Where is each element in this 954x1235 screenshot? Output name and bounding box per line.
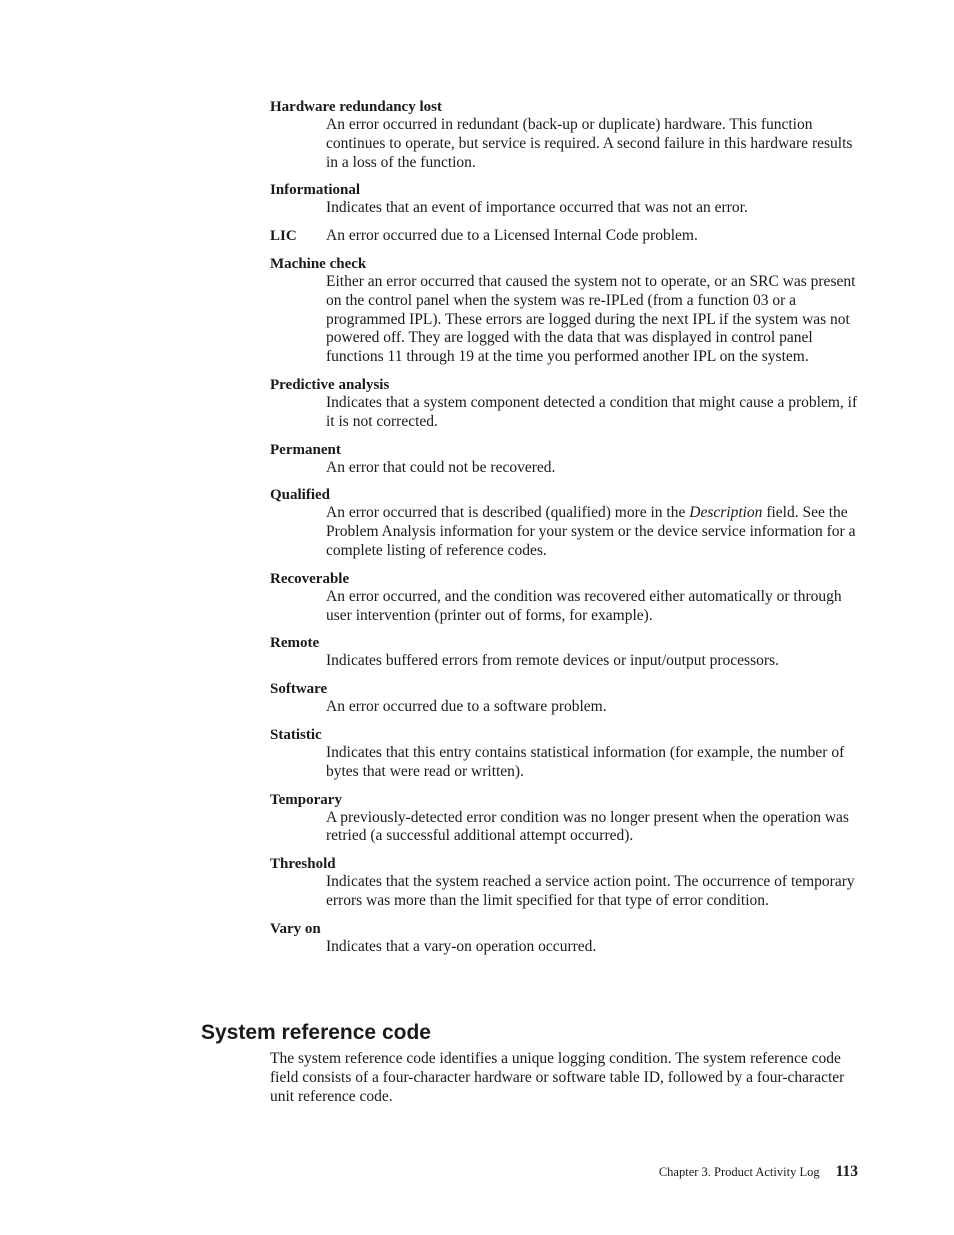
glossary-definition: Indicates that an event of importance occurred that was not an error. [326,199,748,217]
glossary-definition: Indicates that a vary-on operation occurred. [326,937,597,955]
page-number: 113 [835,1163,858,1180]
glossary-entry-permanent [270,441,860,478]
glossary-definition: A previously-detected error condition was no longer present when the operation was retried (a successful additional attempt occurred). [326,808,849,845]
section-heading: System reference code [201,1021,431,1044]
definition-text: An error occurred that is described (qualified) more in the [326,504,690,522]
footer-chapter-title: Chapter 3. Product Activity Log [658,1165,820,1179]
page-footer [659,1163,858,1181]
glossary-definition: Indicates that a system component detected a condition that might cause a problem, if it is not corrected. [326,393,858,430]
glossary-entry-remote [270,634,860,671]
glossary-term: LIC [270,228,297,245]
glossary-definition [326,504,860,560]
glossary-term: Temporary [270,791,342,808]
glossary-term: Predictive analysis [270,376,390,393]
glossary-list [270,98,860,966]
glossary-definition: Indicates buffered errors from remote devices or input/output processors. [326,652,779,670]
glossary-term: Recoverable [270,570,350,587]
glossary-term: Threshold [270,856,336,873]
glossary-entry-software [270,680,860,717]
glossary-term: Remote [270,635,320,652]
glossary-definition: Indicates that the system reached a service action point. The occurrence of temporary errors was more than the limit specified for that type of error condition. [326,873,855,909]
glossary-term: Machine check [270,255,367,272]
glossary-term: Statistic [270,726,322,743]
glossary-definition: Either an error occurred that caused the system not to operate, or an SRC was present on the control panel when the system was re-IPLed (from a function 03 or a programmed IPL). These errors are logged during the next IPL if the system was not powered off. They are logged with the data that was displayed in control panel functions 11 through 19 at the time you performed another IPL on the system. [326,272,856,366]
glossary-definition: An error occurred, and the condition was recovered either automatically or through user intervention (printer out of forms, for example). [326,587,842,624]
glossary-entry-lic [270,227,860,246]
section-paragraph: The system reference code identifies a unique logging condition. The system reference code field consists of a four-character hardware or software table ID, followed by a four-character unit reference code. [270,1050,845,1105]
glossary-entry-qualified [270,486,860,560]
field-name-emphasis: Description [689,504,763,522]
glossary-term: Hardware redundancy lost [270,99,442,115]
glossary-entry-predictive-analysis [270,376,860,432]
glossary-definition: An error occurred in redundant (back-up or duplicate) hardware. This function continues to operate, but service is required. A second failure in this hardware results in a loss of the function. [326,116,853,171]
glossary-entry-informational [270,181,860,218]
glossary-term: Informational [270,182,360,199]
glossary-definition: An error occurred due to a software problem. [326,698,607,716]
glossary-entry-statistic [270,726,860,782]
glossary-entry-temporary [270,791,860,847]
glossary-definition: An error that could not be recovered. [326,458,556,476]
glossary-definition: Indicates that this entry contains statistical information (for example, the number of bytes that were read or written). [326,743,845,780]
glossary-term: Qualified [270,487,331,504]
glossary-term: Software [270,681,328,698]
glossary-entry-recoverable [270,570,860,626]
glossary-term: Vary on [270,920,321,937]
glossary-entry-hardware-redundancy-lost [270,98,860,172]
glossary-entry-vary-on [270,920,860,957]
definition-text: field. See the Problem Analysis information for your system or the device service information for a complete listing of reference codes. [326,504,856,559]
glossary-entry-machine-check [270,255,860,367]
glossary-term: Permanent [270,441,341,458]
glossary-entry-threshold [270,855,860,911]
glossary-definition: An error occurred due to a Licensed Internal Code problem. [326,227,698,245]
